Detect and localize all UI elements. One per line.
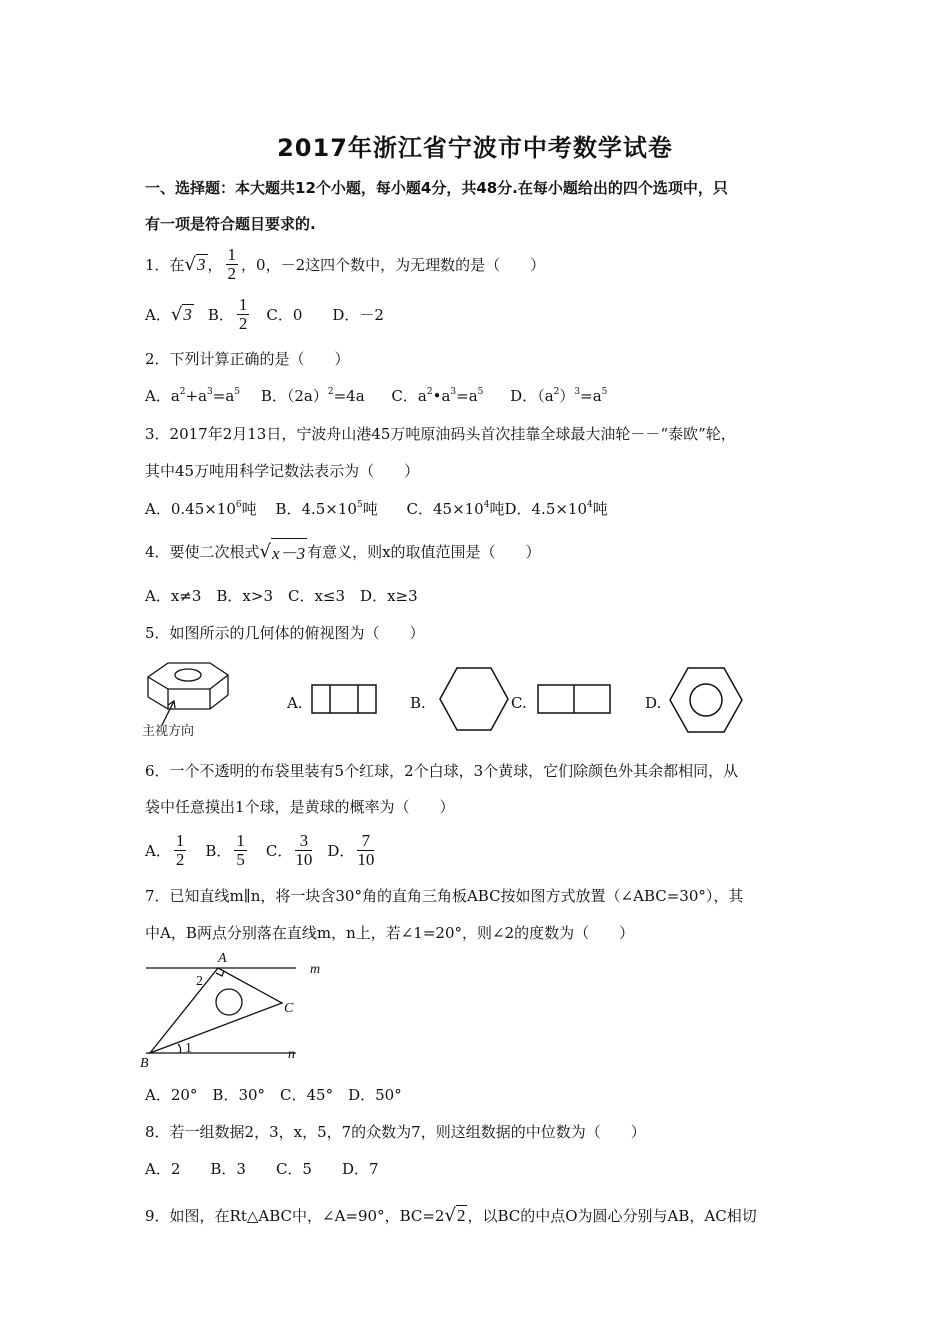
label-b: B <box>140 1056 149 1070</box>
q1-option-c: C．0 <box>266 305 303 324</box>
q3-option-b: B．$4.5\times 10^5$吨 <box>275 500 378 518</box>
q5-option-d-hexagon-with-circle <box>668 665 744 735</box>
q4-prefix: 4．要使二次根式 <box>145 542 260 561</box>
question-6-options <box>145 827 377 873</box>
question-3-line1: 3．2017年2月13日，宁波舟山港45万吨原油码头首次挂靠全球最大油轮－－“泰欧”轮， <box>145 425 736 443</box>
label-angle-1: 1 <box>185 1041 192 1056</box>
question-1-options <box>145 293 384 335</box>
q5-option-b-label: B. <box>410 694 426 712</box>
label-n: n <box>288 1047 295 1062</box>
question-6-line2: 袋中任意摸出1个球，是黄球的概率为（ ） <box>145 798 455 816</box>
q3-option-a: A．$0.45\times 10^6$吨 <box>145 500 257 518</box>
triangle-hole <box>216 989 242 1015</box>
q9-suffix: ，以BC的中点O为圆心分别与AB，AC相切 <box>467 1206 757 1225</box>
q2-option-c: C．$a^2•a^3=a^5$ <box>391 387 484 405</box>
q1-option-b-denominator: 2 <box>238 313 248 333</box>
q2-option-a: A．$a^2+a^3=a^5$ <box>145 387 241 405</box>
q9-sqrt-argument: 2 <box>456 1205 466 1225</box>
q1-suffix: ，0，－2这四个数中，为无理数的是（ ） <box>241 255 546 274</box>
triangle-abc <box>150 968 282 1053</box>
label-m: m <box>310 962 321 977</box>
q1-fraction <box>226 246 239 283</box>
question-6-line1: 6．一个不透明的布袋里装有5个红球，2个白球，3个黄球，它们除颜色外其余都相同，从 <box>145 762 739 780</box>
question-3-options <box>145 498 608 519</box>
label-a: A <box>218 951 227 966</box>
q1-prefix: 1．在 <box>145 255 185 274</box>
label-c: C <box>284 1001 294 1016</box>
q5-option-c-figure <box>536 683 614 715</box>
q6-option-d-label: D． <box>327 841 355 860</box>
q2-option-d: D．$(a^2)^3=a^5$ <box>510 387 608 405</box>
question-7-options: A．20° B．30° C．45° D．50° <box>145 1086 402 1104</box>
question-2-stem: 2．下列计算正确的是（ ） <box>145 350 350 368</box>
question-1-stem <box>145 243 545 285</box>
question-7-line2: 中A，B两点分别落在直线m，n上，若∠1=20°，则∠2的度数为（ ） <box>145 924 635 942</box>
hex-nut-solid-figure <box>140 655 250 739</box>
q5-option-d-label: D. <box>645 694 662 712</box>
q6-option-a-fraction: $\frac{1}{2}$ <box>175 830 185 869</box>
q4-suffix: 有意义，则x的取值范围是（ ） <box>307 542 541 561</box>
question-2-options <box>145 385 607 406</box>
q5-option-a-label: A. <box>287 694 303 712</box>
section-heading-line2: 有一项是符合题目要求的. <box>145 215 316 233</box>
radical-sign: √ <box>170 303 183 325</box>
question-9-stem <box>145 1200 757 1230</box>
q6-option-d-fraction: $\frac{7}{10}$ <box>357 830 375 869</box>
q5-option-a-figure <box>310 683 380 715</box>
question-4-stem <box>145 536 541 566</box>
q5-option-b-hexagon <box>438 665 510 733</box>
q5-option-c-label: C. <box>511 694 527 712</box>
q1-option-d: D．－2 <box>332 305 384 324</box>
q1-separator: ， <box>207 255 223 274</box>
q1-fraction-denominator: 2 <box>227 263 237 283</box>
question-8-stem: 8．若一组数据2，3，x，5，7的众数为7，则这组数据的中位数为（ ） <box>145 1123 646 1141</box>
q6-option-b-label: B． <box>205 841 232 860</box>
question-8-options: A．2 B．3 C．5 D．7 <box>145 1160 379 1178</box>
radical-sign: √ <box>259 540 272 562</box>
q5-caption: 主视方向 <box>142 723 195 738</box>
q6-option-c-label: C． <box>265 841 293 860</box>
q1-option-b-fraction <box>237 296 250 333</box>
question-3-line2: 其中45万吨用科学记数法表示为（ ） <box>145 462 420 480</box>
q2-option-b: B．$(2a)^2=4a$ <box>260 387 365 405</box>
page-title: 2017年浙江省宁波市中考数学试卷 <box>277 134 673 162</box>
q1-option-a-sqrt: 3 <box>183 304 192 324</box>
question-5-stem: 5．如图所示的几何体的俯视图为（ ） <box>145 624 425 642</box>
angle-1-arc <box>178 1044 181 1053</box>
label-angle-2: 2 <box>196 974 203 989</box>
question-7-line1: 7．已知直线m∥n，将一块含30°角的直角三角板ABC按如图方式放置（∠ABC=30°），其 <box>145 887 744 905</box>
q1-option-a-label: A． <box>145 305 171 324</box>
q1-sqrt-argument: 3 <box>197 254 206 274</box>
q4-sqrt-argument: x－3 <box>271 538 307 564</box>
q1-option-b-label: B． <box>207 305 234 324</box>
q6-option-a-label: A． <box>145 841 171 860</box>
section-heading-line1: 一、选择题：本大题共12个小题，每小题4分，共48分.在每小题给出的四个选项中，只 <box>145 179 728 197</box>
question-4-options: A．x≠3 B．x>3 C．x≤3 D．x≥3 <box>145 587 418 605</box>
right-angle-mark <box>216 971 224 976</box>
q9-prefix: 9．如图，在Rt△ABC中，∠A=90°，BC=2 <box>145 1206 445 1225</box>
radical-sign: √ <box>184 253 197 275</box>
q3-option-d: D．$4.5\times 10^4$吨 <box>504 500 608 518</box>
q6-option-c-fraction: $\frac{3}{10}$ <box>295 830 313 869</box>
q1-option-b-numerator: 1 <box>238 294 248 314</box>
q6-option-b-fraction: $\frac{1}{5}$ <box>236 830 245 869</box>
radical-sign: √ <box>444 1204 456 1226</box>
parallel-lines-triangle-figure <box>138 950 338 1070</box>
q1-fraction-numerator: 1 <box>227 244 237 264</box>
q3-option-c: C．$45\times 10^4$吨 <box>406 500 505 518</box>
